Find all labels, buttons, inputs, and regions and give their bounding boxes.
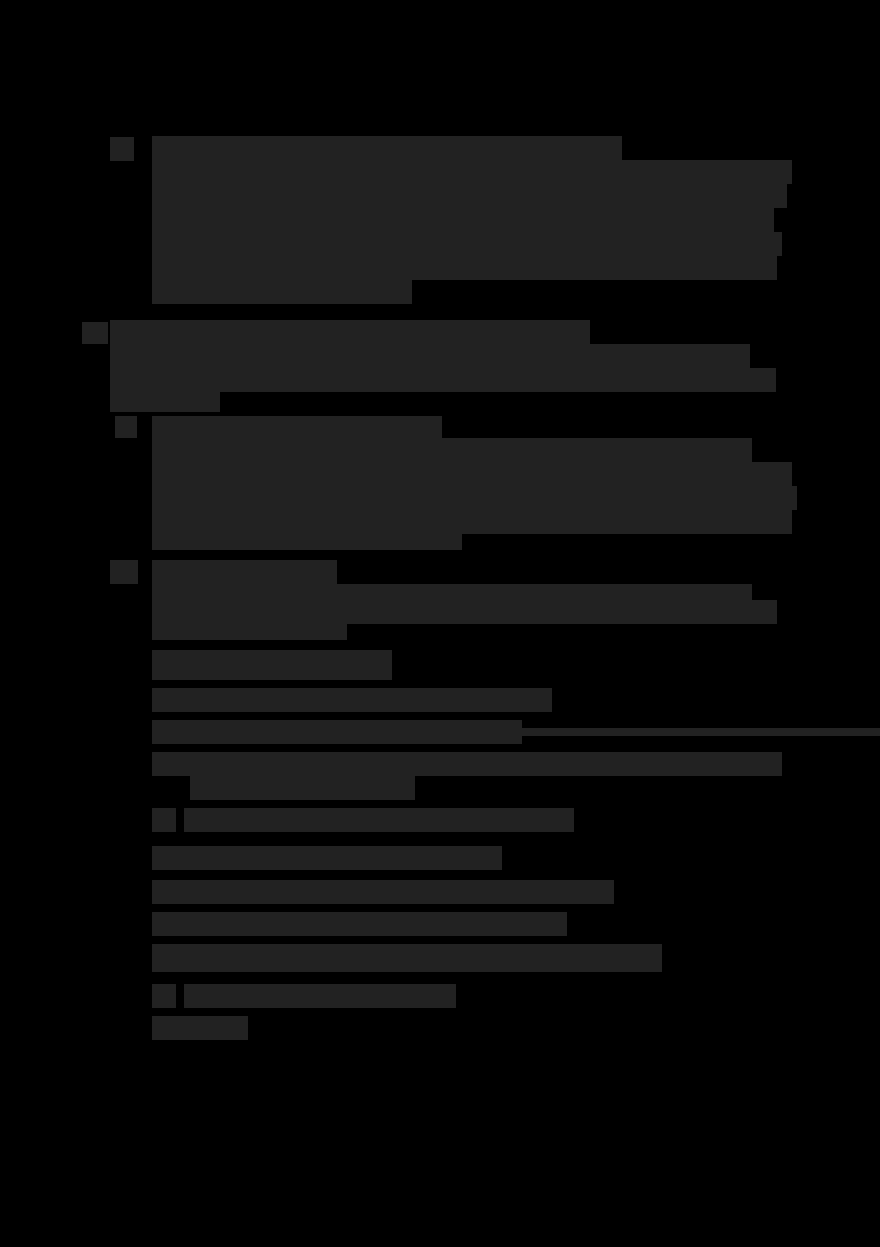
redacted-text-line (152, 232, 782, 256)
redacted-text-line (110, 368, 776, 392)
redacted-text-line (152, 752, 782, 776)
redacted-text-line (184, 808, 574, 832)
redacted-list-marker (110, 137, 134, 161)
redacted-text-line (110, 392, 220, 412)
redacted-text-line (152, 1016, 248, 1040)
divider-rule (520, 728, 880, 736)
redacted-text-line (152, 280, 412, 304)
redacted-text-line (110, 344, 750, 368)
redacted-text-line (152, 160, 792, 184)
redacted-text-line (152, 650, 392, 680)
redacted-text-line (152, 620, 347, 640)
redacted-list-marker (82, 322, 108, 344)
redacted-text-line (152, 416, 442, 440)
redacted-text-line (152, 462, 792, 486)
redacted-text-line (152, 560, 337, 584)
redacted-text-line (152, 208, 774, 232)
redacted-text-line (152, 184, 787, 208)
redacted-text-line (152, 846, 502, 870)
redacted-text-line (152, 486, 797, 510)
redacted-text-line (152, 944, 662, 972)
redacted-text-line (152, 720, 522, 744)
redacted-text-line (152, 530, 462, 550)
redacted-text-line (152, 256, 777, 280)
redacted-text-line (152, 688, 552, 712)
redacted-text-line (190, 776, 415, 800)
redacted-text-line (152, 438, 752, 462)
redacted-text-line (152, 136, 622, 160)
redacted-text-line (152, 880, 614, 904)
redacted-list-marker (110, 560, 138, 584)
checkbox-icon[interactable] (152, 808, 176, 832)
redacted-list-marker (115, 416, 137, 438)
redacted-text-line (184, 984, 456, 1008)
checkbox-icon[interactable] (152, 984, 176, 1008)
redacted-text-line (152, 912, 567, 936)
redacted-text-line (110, 320, 590, 344)
